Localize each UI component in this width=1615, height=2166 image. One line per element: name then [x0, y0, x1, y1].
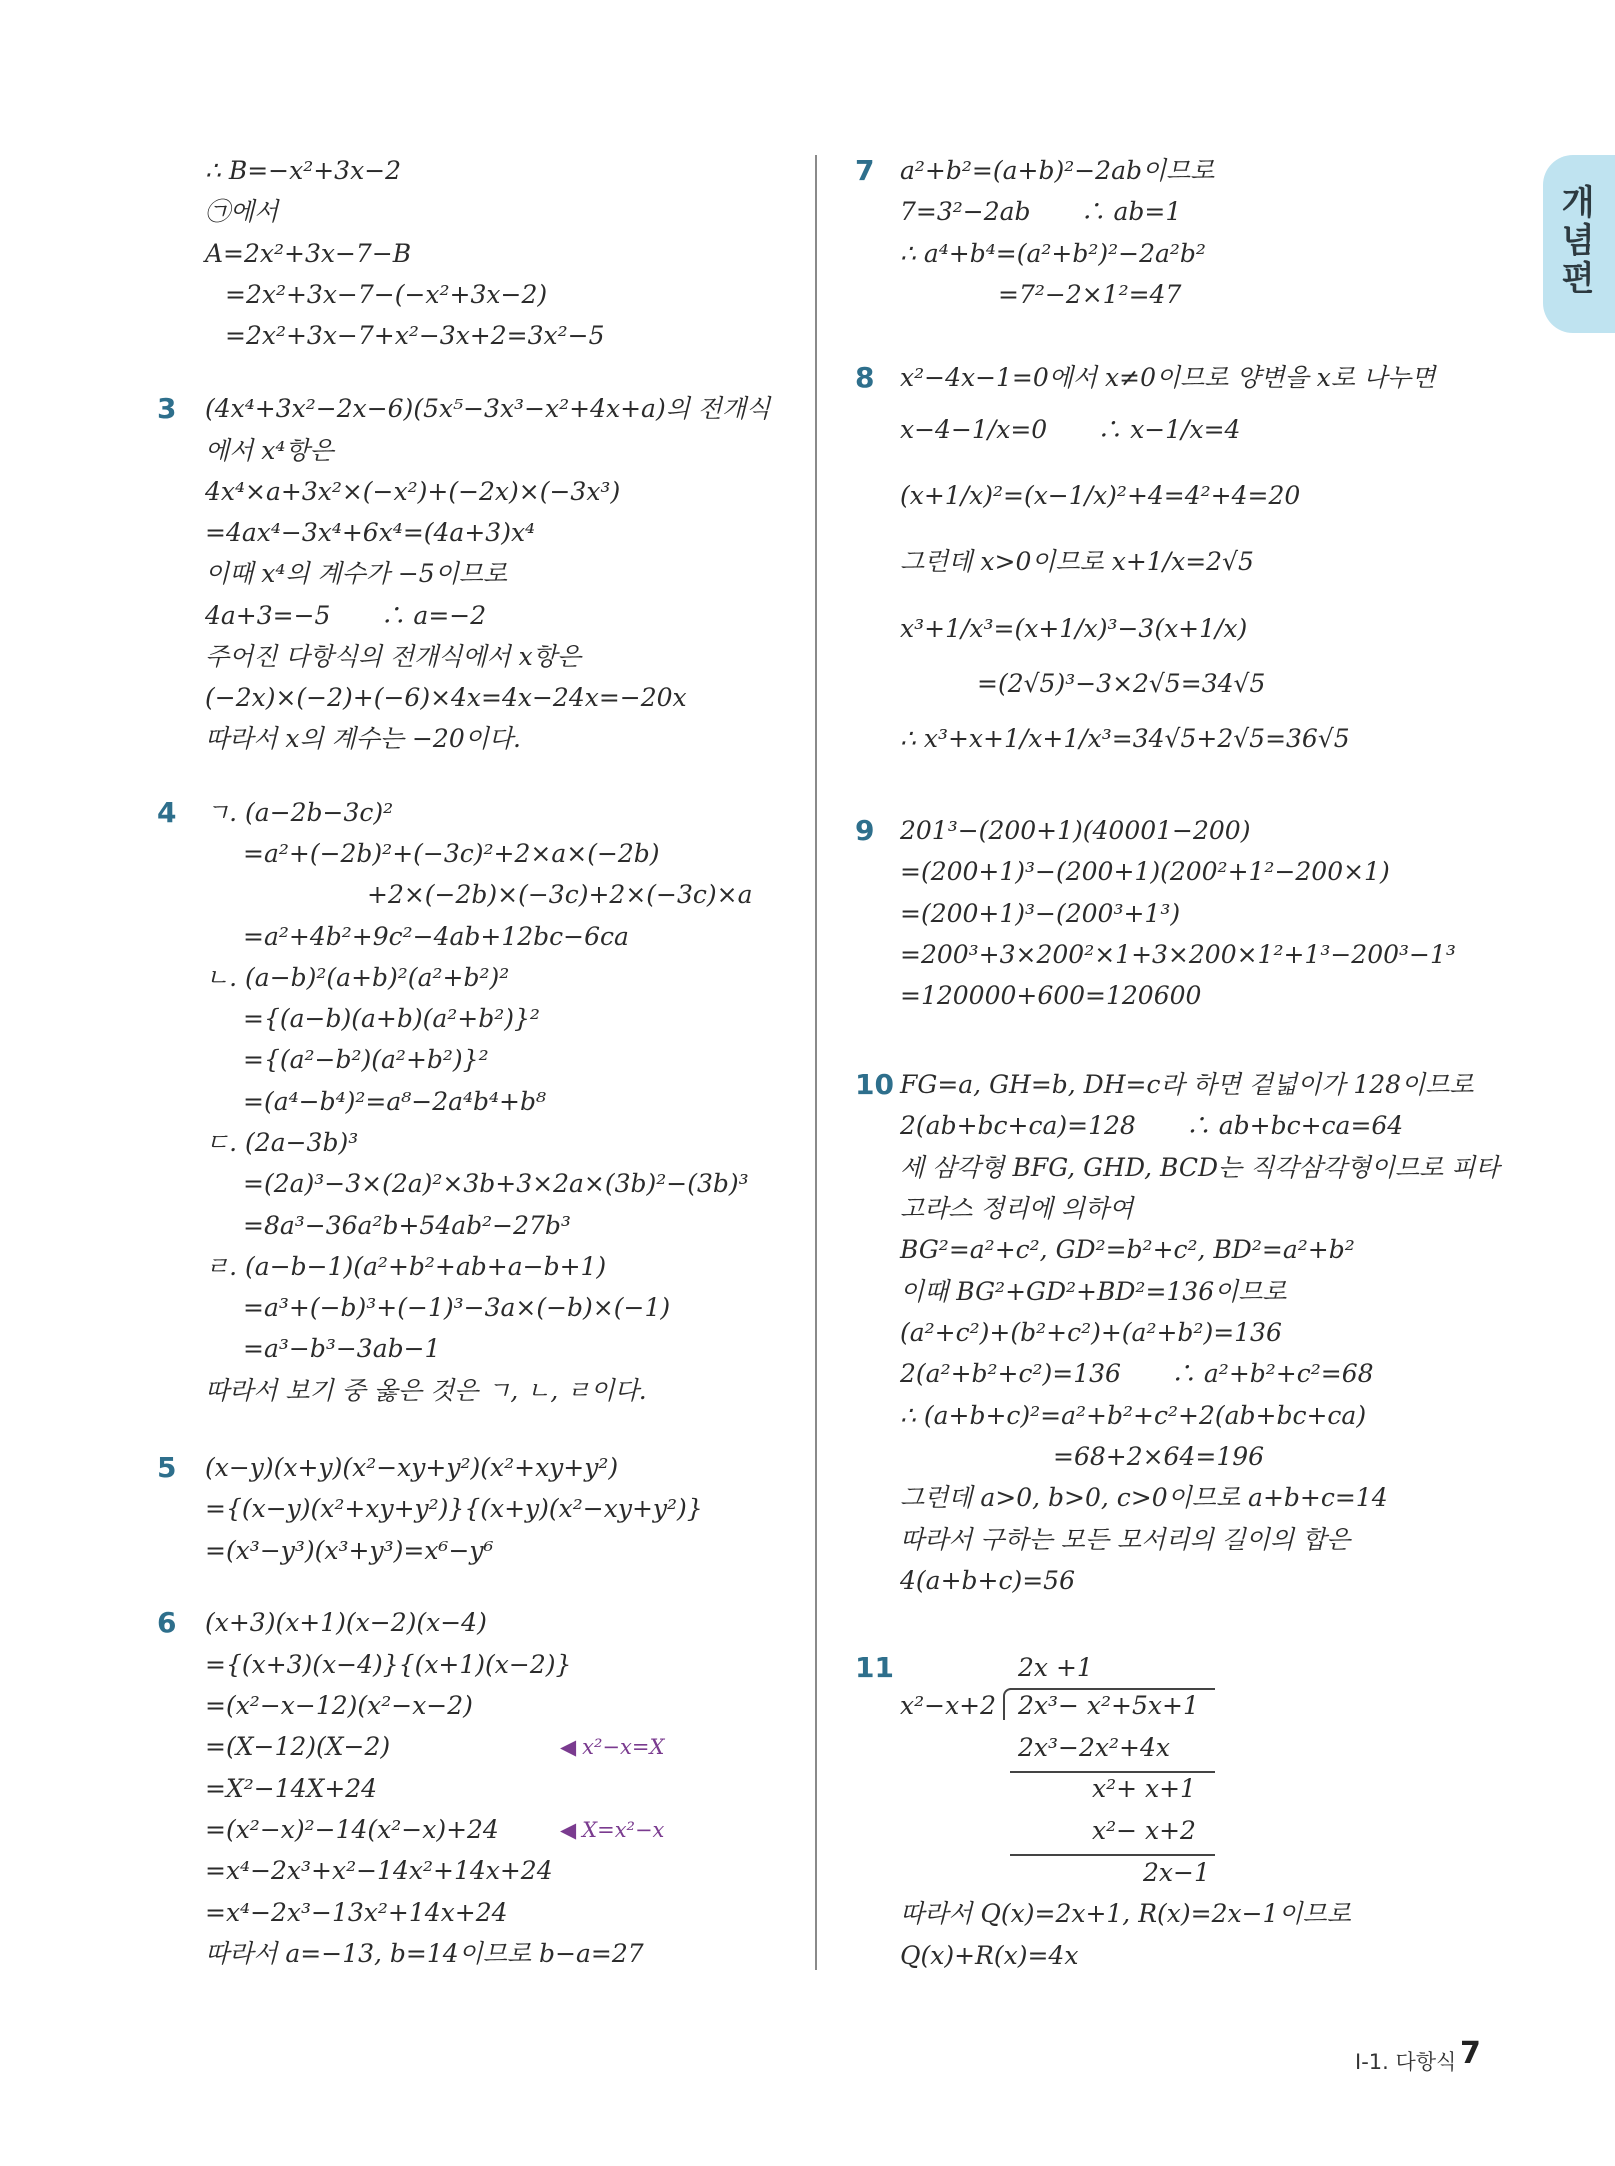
division-remainder: 2x−1	[1143, 1858, 1210, 1887]
p3-line: 이때 x⁴의 계수가 −5이므로	[205, 559, 508, 588]
substitution-note	[560, 1814, 664, 1846]
p9-line: =200³+3×200²×1+3×200×1²+1³−200³−1³	[900, 940, 1456, 969]
p4-line: 따라서 보기 중 옳은 것은 ㄱ, ㄴ, ㄹ이다.	[205, 1376, 647, 1405]
p5-line: =(x³−y³)(x³+y³)=x⁶−y⁶	[205, 1536, 494, 1565]
substitution-note-text: X=x²−x	[582, 1818, 665, 1842]
p8-line: ∴ x³+x+1/x+1/x³=34√5+2√5=36√5	[900, 724, 1350, 753]
cont-line: ∴ B=−x²+3x−2	[205, 156, 402, 185]
p6-line: ={(x+3)(x−4)}{(x+1)(x−2)}	[205, 1650, 572, 1679]
p3-line: 에서 x⁴항은	[205, 436, 334, 465]
p3-line: (4x⁴+3x²−2x−6)(5x⁵−3x³−x²+4x+a)의 전개식	[205, 394, 771, 423]
p4-line: =a³−b³−3ab−1	[243, 1334, 441, 1363]
substitution-note	[560, 1731, 664, 1763]
p4-line: =(a⁴−b⁴)²=a⁸−2a⁴b⁴+b⁸	[243, 1087, 547, 1116]
pointer-left-icon: ◀	[560, 1735, 577, 1759]
p3-line: 주어진 다항식의 전개식에서 x항은	[205, 642, 582, 671]
p4-line: =a²+4b²+9c²−4ab+12bc−6ca	[243, 922, 629, 951]
p8-line: x²−4x−1=0에서 x≠0이므로 양변을 x로 나누면	[900, 363, 1436, 392]
footer-section: Ⅰ-1. 다항식	[1355, 2050, 1457, 2074]
division-quotient: 2x +1	[1018, 1653, 1093, 1682]
p10-line: 2(a²+b²+c²)=136 ∴ a²+b²+c²=68	[900, 1359, 1374, 1388]
p9-line: =120000+600=120600	[900, 981, 1202, 1010]
p4-line: ㄱ. (a−2b−3c)²	[205, 798, 394, 827]
p11-line: 따라서 Q(x)=2x+1, R(x)=2x−1이므로	[900, 1899, 1351, 1928]
column-divider	[815, 155, 817, 1970]
p8-line: x−4−1/x=0 ∴ x−1/x=4	[900, 415, 1241, 444]
problem-number: 3	[157, 392, 177, 425]
problem-number: 11	[855, 1651, 894, 1684]
p10-line: 4(a+b+c)=56	[900, 1566, 1075, 1595]
p6-line: =(x²−x)²−14(x²−x)+24	[205, 1815, 499, 1844]
p6-line: (x+3)(x+1)(x−2)(x−4)	[205, 1608, 487, 1637]
p7-line: 7=3²−2ab ∴ ab=1	[900, 197, 1182, 226]
p10-line: ∴ (a+b+c)²=a²+b²+c²+2(ab+bc+ca)	[900, 1401, 1367, 1430]
p10-line: 따라서 구하는 모든 모서리의 길이의 합은	[900, 1525, 1351, 1554]
p6-line: =x⁴−2x³+x²−14x²+14x+24	[205, 1856, 553, 1885]
p6-line: 따라서 a=−13, b=14이므로 b−a=27	[205, 1939, 644, 1968]
cont-line: =2x²+3x−7+x²−3x+2=3x²−5	[225, 321, 605, 350]
p9-line: =(200+1)³−(200³+1³)	[900, 899, 1181, 928]
p10-line: 2(ab+bc+ca)=128 ∴ ab+bc+ca=64	[900, 1111, 1404, 1140]
p7-line: =7²−2×1²=47	[998, 280, 1182, 309]
division-bracket	[1003, 1688, 1015, 1720]
p6-line: =x⁴−2x³−13x²+14x+24	[205, 1898, 508, 1927]
p4-line: ㄷ. (2a−3b)³	[205, 1128, 359, 1157]
p10-line: (a²+c²)+(b²+c²)+(a²+b²)=136	[900, 1318, 1282, 1347]
p7-line: ∴ a⁴+b⁴=(a²+b²)²−2a²b²	[900, 239, 1206, 268]
p4-line: =a³+(−b)³+(−1)³−3a×(−b)×(−1)	[243, 1293, 671, 1322]
p4-line: =a²+(−2b)²+(−3c)²+2×a×(−2b)	[243, 839, 660, 868]
p10-line: 그런데 a>0, b>0, c>0이므로 a+b+c=14	[900, 1483, 1388, 1512]
p5-line: (x−y)(x+y)(x²−xy+y²)(x²+xy+y²)	[205, 1453, 619, 1482]
problem-number: 5	[157, 1451, 177, 1484]
p8-line: 그런데 x>0이므로 x+1/x=2√5	[900, 547, 1254, 576]
p10-line: FG=a, GH=b, DH=c라 하면 겉넓이가 128이므로	[900, 1070, 1474, 1099]
cont-line: ㉠에서	[205, 197, 279, 226]
p6-line: =X²−14X+24	[205, 1774, 378, 1803]
cont-line: =2x²+3x−7−(−x²+3x−2)	[225, 280, 548, 309]
p3-line: (−2x)×(−2)+(−6)×4x=4x−24x=−20x	[205, 683, 687, 712]
substitution-note-text: x²−x=X	[582, 1735, 665, 1759]
p4-line: ㄴ. (a−b)²(a+b)²(a²+b²)²	[205, 963, 510, 992]
p3-line: =4ax⁴−3x⁴+6x⁴=(4a+3)x⁴	[205, 518, 536, 547]
problem-number: 8	[855, 361, 875, 394]
problem-number: 9	[855, 814, 875, 847]
p8-line: (x+1/x)²=(x−1/x)²+4=4²+4=20	[900, 481, 1301, 510]
problem-number: 10	[855, 1068, 894, 1101]
p3-line: 4x⁴×a+3x²×(−x²)+(−2x)×(−3x³)	[205, 477, 621, 506]
division-step: x²− x+2	[1092, 1816, 1196, 1845]
p3-line: 따라서 x의 계수는 −20이다.	[205, 724, 521, 753]
division-step: 2x³−2x²+4x	[1018, 1733, 1170, 1762]
division-rule	[1010, 1854, 1215, 1856]
p4-line: =(2a)³−3×(2a)²×3b+3×2a×(3b)²−(3b)³	[243, 1169, 749, 1198]
p4-line: =8a³−36a²b+54ab²−27b³	[243, 1211, 571, 1240]
problem-number: 6	[157, 1606, 177, 1639]
p9-line: =(200+1)³−(200+1)(200²+1²−200×1)	[900, 857, 1390, 886]
p7-line: a²+b²=(a+b)²−2ab이므로	[900, 156, 1215, 185]
p8-line: x³+1/x³=(x+1/x)³−3(x+1/x)	[900, 614, 1248, 643]
p10-line: 이때 BG²+GD²+BD²=136이므로	[900, 1277, 1287, 1306]
cont-line: A=2x²+3x−7−B	[205, 239, 412, 268]
p10-line: BG²=a²+c², GD²=b²+c², BD²=a²+b²	[900, 1235, 1355, 1264]
page-number: 7	[1460, 2036, 1481, 2071]
p6-line: =(X−12)(X−2)	[205, 1732, 391, 1761]
side-tab-label: 개념편	[1561, 183, 1595, 299]
p4-line: ㄹ. (a−b−1)(a²+b²+ab+a−b+1)	[205, 1252, 607, 1281]
p8-line: =(2√5)³−3×2√5=34√5	[977, 669, 1266, 698]
problem-number: 4	[157, 796, 177, 829]
p3-line: 4a+3=−5 ∴ a=−2	[205, 601, 487, 630]
division-step: x²+ x+1	[1092, 1774, 1196, 1803]
p11-line: Q(x)+R(x)=4x	[900, 1941, 1079, 1970]
problem-number: 7	[855, 154, 875, 187]
division-divisor: x²−x+2	[900, 1691, 997, 1720]
pointer-left-icon: ◀	[560, 1818, 577, 1842]
p4-line: ={(a−b)(a+b)(a²+b²)}²	[243, 1004, 540, 1033]
division-dividend: 2x³− x²+5x+1	[1018, 1691, 1199, 1720]
p10-line: 세 삼각형 BFG, GHD, BCD는 직각삼각형이므로 피타	[900, 1153, 1500, 1182]
p5-line: ={(x−y)(x²+xy+y²)}{(x+y)(x²−xy+y²)}	[205, 1494, 703, 1523]
p4-line: ={(a²−b²)(a²+b²)}²	[243, 1045, 489, 1074]
p4-line: +2×(−2b)×(−3c)+2×(−3c)×a	[367, 880, 753, 909]
p10-line: =68+2×64=196	[1053, 1442, 1265, 1471]
p10-line: 고라스 정리에 의하여	[900, 1194, 1134, 1223]
p9-line: 201³−(200+1)(40001−200)	[900, 816, 1251, 845]
p6-line: =(x²−x−12)(x²−x−2)	[205, 1691, 473, 1720]
